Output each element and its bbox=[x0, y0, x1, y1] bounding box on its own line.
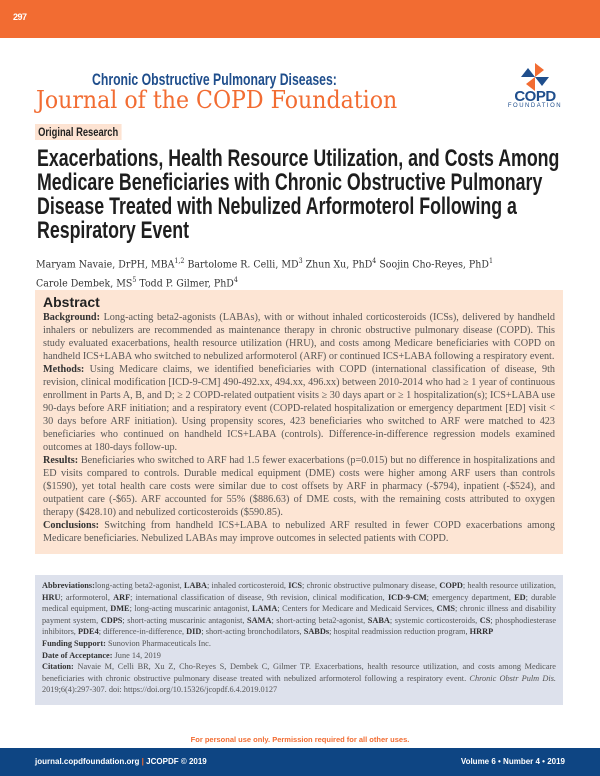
abbreviation-term: LAMA bbox=[252, 604, 278, 614]
citation-label: Citation: bbox=[42, 662, 74, 672]
copyright: JCOPDF © 2019 bbox=[146, 757, 207, 766]
abbreviation-definition: ; arformoterol, bbox=[60, 592, 114, 602]
abbreviation-definition: ; emergency department, bbox=[426, 592, 515, 602]
footer-bar bbox=[0, 748, 600, 776]
abbreviation-term: HRRP bbox=[469, 627, 494, 637]
abbreviation-definition: ; durable medical equipment, bbox=[42, 592, 556, 614]
usage-notice: For personal use only. Permission required for all other uses. bbox=[190, 735, 410, 744]
abbreviation-term: ICS bbox=[288, 581, 303, 590]
funding bbox=[42, 638, 556, 650]
abbreviation-definition: ; short-acting muscarinic antagonist, bbox=[122, 615, 248, 625]
abbreviations-label: Abbreviations: bbox=[42, 581, 95, 590]
author-affiliation: 4 bbox=[233, 275, 238, 284]
citation bbox=[42, 661, 556, 696]
abstract-methods bbox=[43, 363, 555, 454]
logo-sub: FOUNDATION bbox=[507, 103, 563, 109]
top-banner bbox=[0, 0, 600, 38]
abbreviation-term: SABA bbox=[367, 615, 390, 625]
section-text: Beneficiaries who switched to ARF had 1.5 fewer exacerbations (p=0.015) but no difference in hospitalizations and ED visits compared to controls. Durable medical equipment (DME) costs were higher among ARF users than controls ($1590), yet total health care costs were similar due to cost offsets by ARF in pharmacy (-$794), inpatient (-$524), and outpatient care (-$65). ARF accounted for 55% ($886.63) of DME costs, with the remaining costs attributed to oxygen therapy ($428.10) and nebulized corticosteroids ($590.85). bbox=[43, 455, 555, 518]
abstract-results bbox=[43, 454, 555, 519]
citation-text: Navaie M, Celli BR, Xu Z, Cho-Reyes S, Dembek C, Gilmer TP. Exacerbations, health resource utilization, and costs among Medicare beneficiaries with chronic obstructive pulmonary disease treated with nebulized arformoterol following a respiratory event. bbox=[42, 662, 556, 683]
abbreviation-definition: ; chronic obstructive pulmonary disease, bbox=[302, 581, 440, 590]
section-label: Conclusions: bbox=[43, 520, 100, 531]
article-info-box bbox=[35, 575, 563, 705]
title-line: Respiratory Event bbox=[37, 217, 190, 244]
abstract-box bbox=[35, 290, 563, 554]
author-affiliation: 1,2 bbox=[174, 257, 185, 265]
title-line: Disease Treated with Nebulized Arformoterol Following a bbox=[37, 193, 517, 220]
title-line: Exacerbations, Health Resource Utilization, and Costs Among bbox=[37, 145, 560, 172]
author-name: Maryam Navaie, DrPH, MBA bbox=[36, 258, 175, 271]
abbreviation-definition: ; phosphodiesterase inhibitors, bbox=[42, 615, 557, 637]
author-name: Bartolome R. Celli, MD bbox=[187, 258, 299, 271]
abbreviation-term: SAMA bbox=[247, 615, 272, 625]
acceptance-value: June 14, 2019 bbox=[112, 650, 161, 660]
author-name: Zhun Xu, PhD bbox=[305, 258, 373, 271]
citation-doi[interactable]: 2019;6(4):297-307. doi: https://doi.org/10.15326/jcopdf.6.4.2019.0127 bbox=[42, 685, 278, 695]
pinwheel-icon bbox=[520, 62, 550, 92]
section-label: Background: bbox=[43, 312, 100, 323]
author-list bbox=[36, 254, 493, 291]
page-number: 297 bbox=[13, 12, 27, 22]
acceptance-date bbox=[42, 650, 556, 662]
journal-title: Journal of the COPD Foundation bbox=[36, 86, 398, 114]
journal-subtitle: Chronic Obstructive Pulmonary Diseases: bbox=[92, 70, 337, 89]
author-affiliation: 5 bbox=[132, 275, 137, 284]
abbreviation-term: ARF bbox=[113, 592, 131, 602]
abstract-heading: Abstract bbox=[43, 294, 100, 310]
logo-word: COPD bbox=[514, 88, 556, 105]
abbreviation-term: PDE4 bbox=[77, 627, 99, 637]
abstract-conclusions bbox=[43, 519, 555, 545]
abbreviation-term: SABDs bbox=[303, 627, 330, 637]
abbreviation-definition: ; long-acting muscarinic antagonist, bbox=[129, 604, 253, 614]
citation-journal: Chronic Obstr Pulm Dis. bbox=[469, 673, 556, 683]
funding-label: Funding Support: bbox=[42, 638, 106, 648]
abbreviation-definition: ; chronic illness and disability payment system, bbox=[42, 604, 557, 625]
abbreviations bbox=[42, 580, 556, 638]
abbreviation-term: ED bbox=[514, 592, 526, 602]
author-name: Todd P. Gilmer, PhD bbox=[139, 277, 234, 289]
article-title bbox=[37, 147, 600, 243]
abbreviation-definition: ; systemic corticosteroids, bbox=[389, 615, 480, 625]
acceptance-label: Date of Acceptance: bbox=[42, 650, 113, 660]
abbreviation-definition: ; hospital readmission reduction program, bbox=[329, 627, 470, 637]
copd-foundation-logo bbox=[500, 62, 570, 132]
abstract-background bbox=[43, 311, 555, 363]
abbreviation-term: CDPS bbox=[100, 615, 123, 625]
section-text: Switching from handheld ICS+LABA to nebulized ARF resulted in fewer COPD exacerbations among Medicare beneficiaries. Nebulized LABAs may improve outcomes in selected patients with COPD. bbox=[43, 520, 555, 544]
abbreviation-term: DID bbox=[186, 627, 202, 637]
abbreviation-definition: ; difference-in-difference, bbox=[98, 627, 187, 637]
section-label: Results: bbox=[43, 455, 79, 466]
section-text: Using Medicare claims, we identified beneficiaries with COPD (international classification of disease, 9th revision, clinical modification [ICD-9-CM] 490-492.xx, 494.xx, 496.xx) between 2010-2014 who had ≥ 1 year of continuous enrollment in Parts A, B, and D; ≥ 2 COPD-related outpatient visits ≥ 30 days apart or ≥ 1 hospitalization(s); ICS+LABA use 90-days before ARF initiation; and a respiratory event (COPD-related hospitalization or emergency department [ED] visit < 30 days before ARF initiation). Using propensity scores, 423 beneficiaries who switched to ARF were matched to 423 beneficiaries who continued on handheld ICS+LABA (controls). Difference-in-difference regression models examined outcomes at 180-days follow-up. bbox=[43, 364, 555, 453]
article-type-tag: Original Research bbox=[35, 124, 121, 140]
volume-info: Volume 6 • Number 4 • 2019 bbox=[460, 757, 565, 766]
title-line: Medicare Beneficiaries with Chronic Obstructive Pulmonary bbox=[37, 169, 543, 196]
author-name: Carole Dembek, MS bbox=[36, 277, 133, 289]
abbreviation-term: DME bbox=[110, 604, 130, 614]
abbreviation-definition: ; Centers for Medicare and Medicaid Services, bbox=[277, 604, 437, 614]
abbreviation-definition: ; short-acting beta2-agonist, bbox=[271, 615, 368, 625]
section-text: Long-acting beta2-agonists (LABAs), with or without inhaled corticosteroids (ICSs), delivered by handheld inhalers or nebulizers are recommended as maintenance therapy in chronic obstructive pulmonary disease (COPD). This study evaluated exacerbations, health resource utilization (HRU), and costs among Medicare beneficiaries with COPD on handheld ICS+LABA who switched to nebulized arformoterol (ARF) or continued ICS+LABA following a respiratory event. bbox=[43, 312, 555, 362]
author-name: Soojin Cho-Reyes, PhD bbox=[379, 258, 489, 271]
abbreviation-definition: ; health resource utilization, bbox=[462, 581, 556, 590]
abbreviation-definition: ; short-acting bronchodilators, bbox=[201, 627, 304, 637]
abbreviation-term: ICD-9-CM bbox=[387, 592, 427, 602]
section-label: Methods: bbox=[43, 364, 85, 375]
abbreviation-term: COPD bbox=[439, 581, 463, 590]
abbreviation-definition: ; international classification of disease, 9th revision, clinical modification, bbox=[130, 592, 388, 602]
funding-value: Sunovion Pharmaceuticals Inc. bbox=[105, 638, 211, 648]
author-affiliation: 1 bbox=[488, 257, 493, 265]
journal-site-link[interactable]: journal.copdfoundation.org bbox=[35, 757, 140, 766]
abbreviation-term: HRU bbox=[42, 592, 61, 602]
abbreviation-term: LABA bbox=[183, 581, 207, 590]
separator: | bbox=[141, 757, 144, 766]
abbreviation-term: CS bbox=[479, 615, 491, 625]
author-affiliation: 4 bbox=[372, 257, 377, 265]
author-affiliation: 3 bbox=[298, 257, 303, 265]
abbreviation-definition: ; inhaled corticosteroid, bbox=[207, 581, 289, 590]
abbreviation-term: CMS bbox=[436, 604, 456, 614]
abbreviation-definition: long-acting beta2-agonist, bbox=[94, 581, 184, 590]
